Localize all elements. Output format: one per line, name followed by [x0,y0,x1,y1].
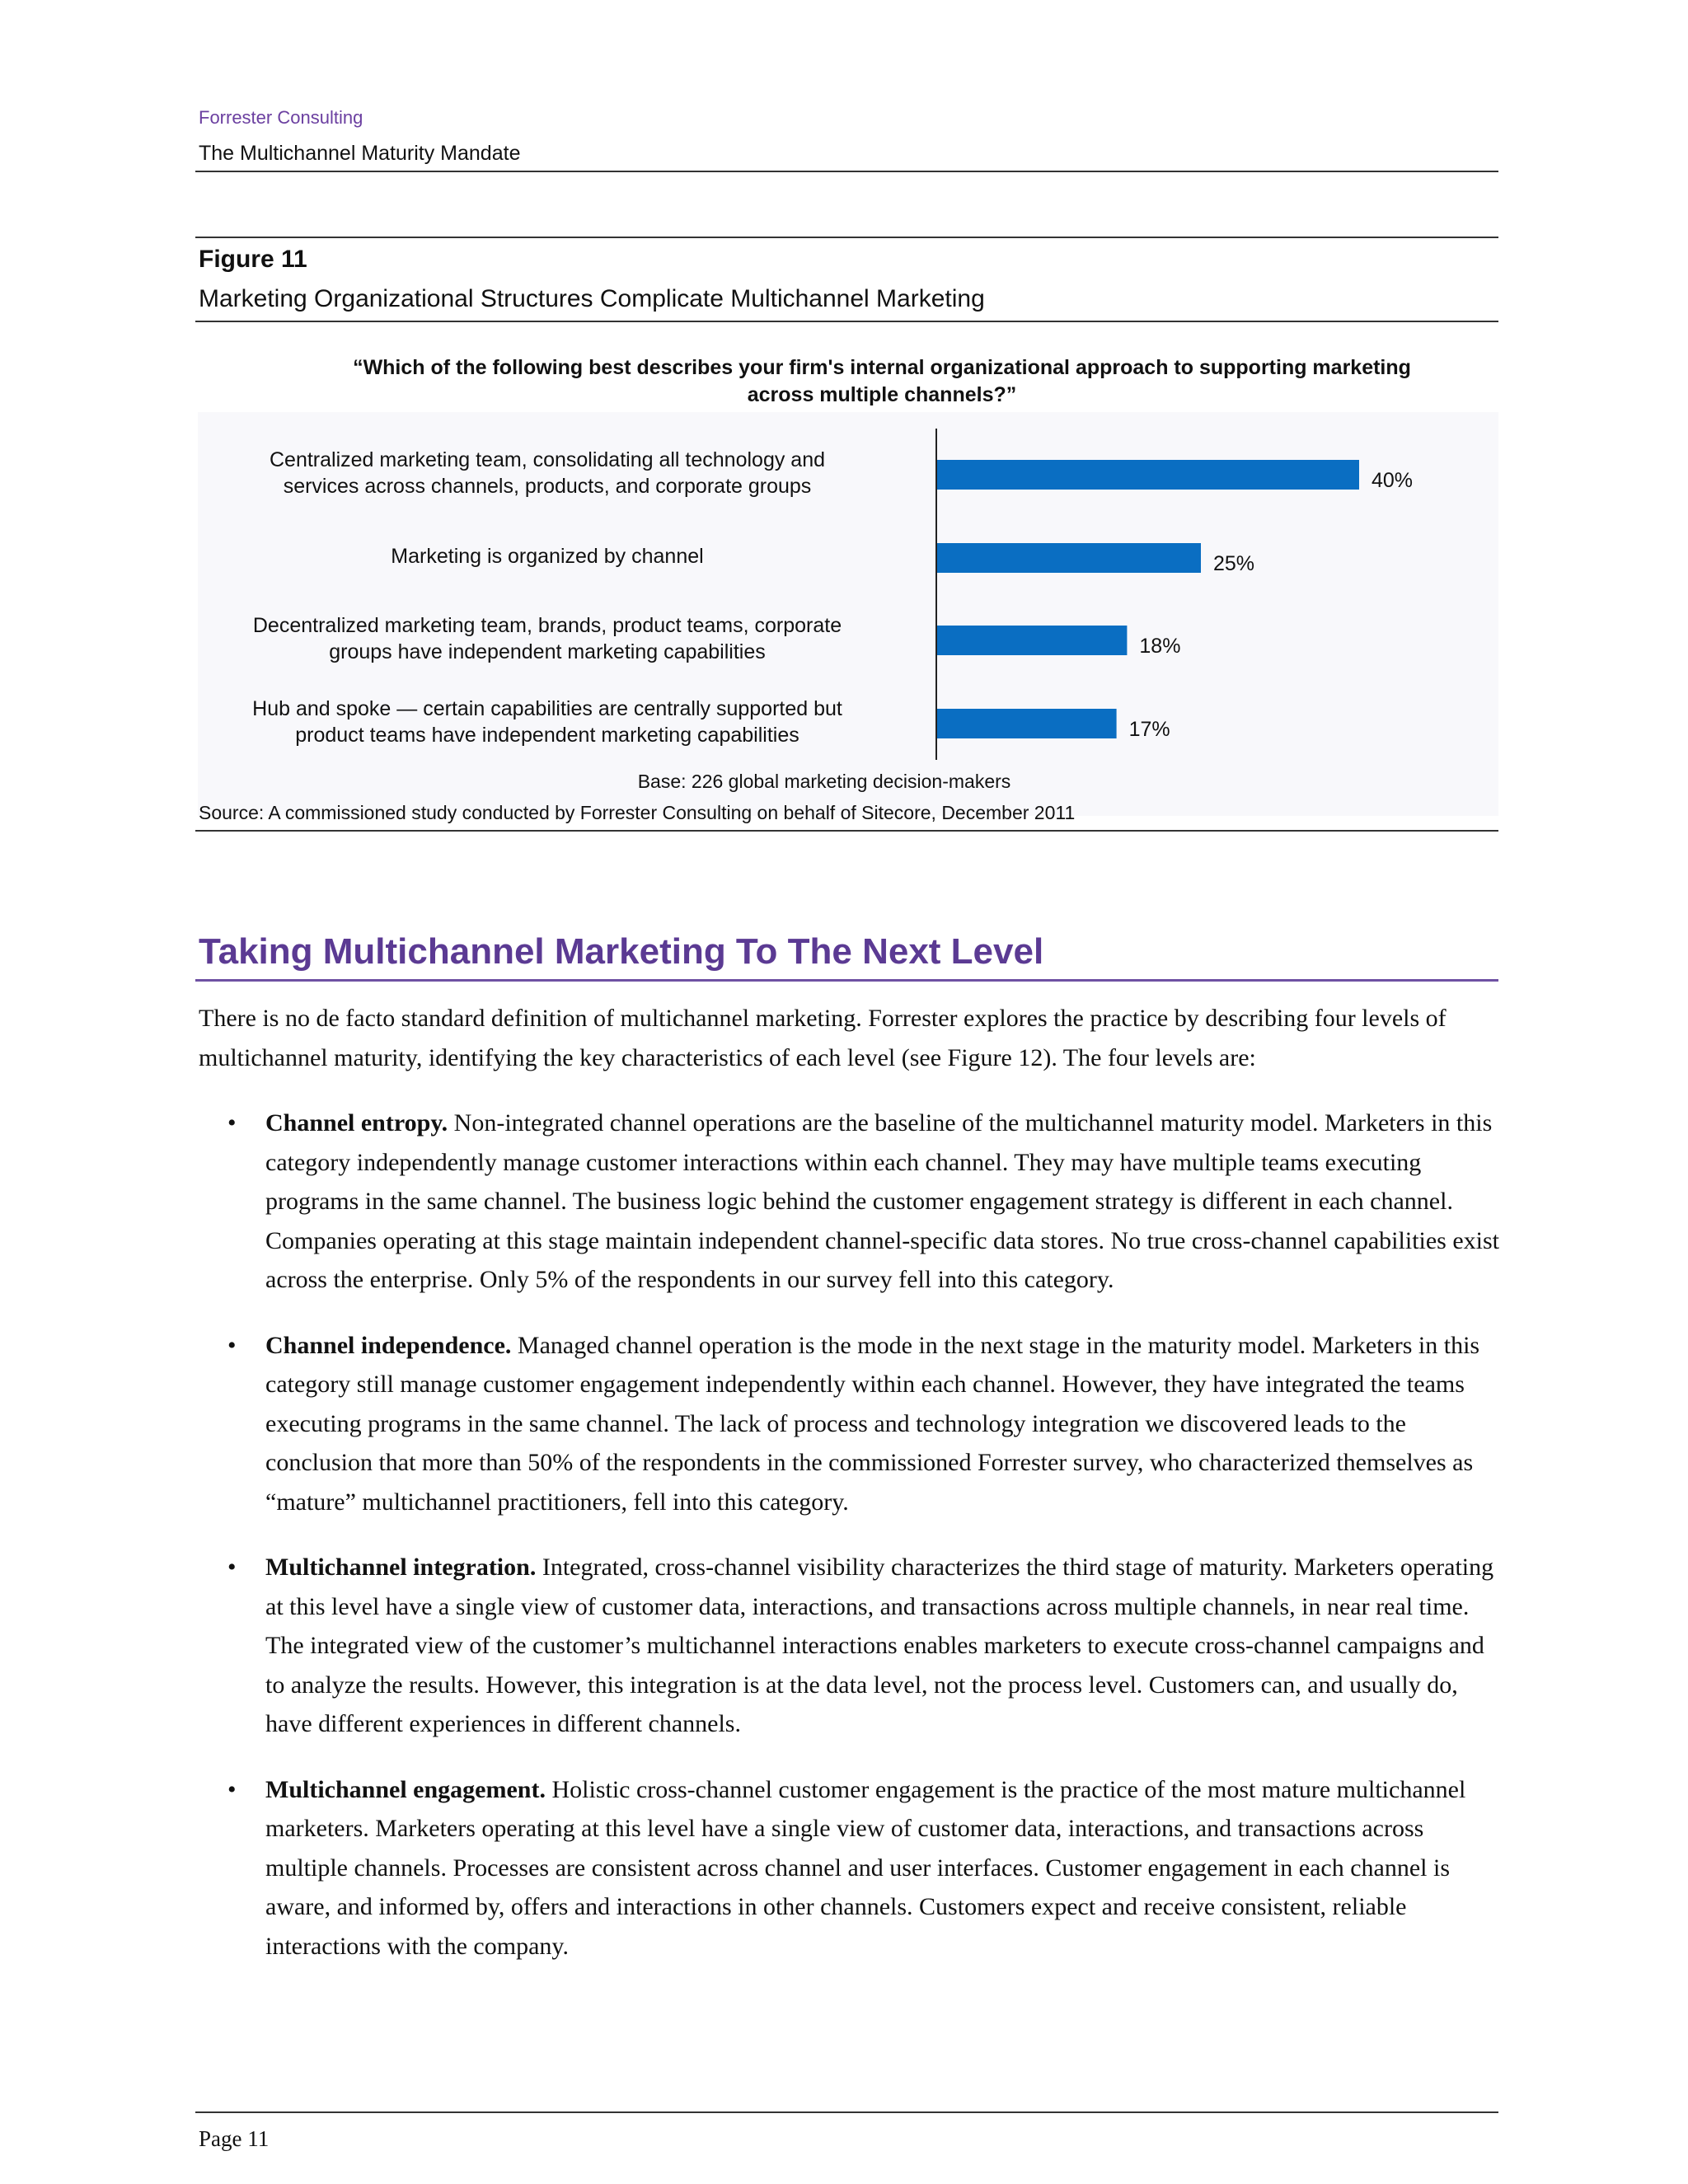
level-item [199,1770,1501,1966]
footer-divider [195,2111,1498,2113]
category-label-line: services across channels, products, and corporate groups [283,475,812,498]
body-content [199,999,1501,1966]
category-label-line: Centralized marketing team, consolidating all technology and [270,448,825,471]
document-title: The Multichannel Maturity Mandate [199,142,521,165]
bar-category-label [176,612,918,665]
page-number: Page 11 [199,2126,270,2151]
level-description: Managed channel operation is the mode in the next stage in the maturity model. Marketers in this category still manage customer engagement independently within each channel. However, they have integrated the teams executing programs in the same channel. The lack of process and technology integration we discovered leads to the conclusion that more than 50% of the respondents in the commissioned Forrester survey, who characterized themselves as “mature” multichannel practitioners, fell into this category. [265,1331,1480,1516]
chart-question: “Which of the following best describes your firm's internal organizational approach to supporting marketing across multiple channels?” [353,356,1411,406]
category-label-line: Decentralized marketing team, brands, product teams, corporate [252,614,842,637]
level-name: Channel independence. [265,1331,512,1359]
figure-label: Figure 11 [199,246,307,273]
bullet-icon: • [227,1554,237,1581]
level-name: Multichannel integration. [265,1554,537,1581]
bar-value-label: 17% [1128,718,1170,741]
bar-category-label [176,543,918,569]
bar-value-label: 18% [1139,635,1181,658]
section-title: Taking Multichannel Marketing To The Next Level [199,931,1044,972]
level-description: Holistic cross-channel customer engagement is the practice of the most mature multichannel marketers. Marketers operating at this level have a single view of customer data, interactions, and transactions across multiple channels. Processes are consistent across channel and user interfaces. Customer engagement in each channel is aware, and informed by, offers and interactions in other channels. Customers expect and receive consistent, reliable interactions with the company. [265,1775,1466,1960]
category-label-line: Marketing is organized by channel [391,545,704,568]
category-label-line: groups have independent marketing capabilities [329,640,766,663]
level-name: Channel entropy. [265,1109,448,1137]
maturity-levels-list [199,1104,1501,1966]
section-title-rule [195,979,1498,982]
level-item [199,1548,1501,1744]
base-note: Base: 226 global marketing decision-makers [637,771,1011,792]
intro-paragraph: There is no de facto standard definition of multichannel marketing. Forrester explores the practice by describing four levels of multichannel maturity, identifying the key characteristics of each level (see Figure 12). The four levels are: [199,1005,1447,1071]
figure-bottom-rule [195,830,1498,832]
bar-value-label: 40% [1372,469,1414,492]
level-item [199,1104,1501,1300]
level-description: Integrated, cross-channel visibility characterizes the third stage of maturity. Marketers operating at this level have a single view of customer data, interactions, and transactions across multiple channels, in near real time. The integrated view of the customer’s multichannel interactions enables marketers to execute cross-channel campaigns and to analyze the results. However, this integration is at the data level, not the process level. Customers can, and usually do, have different experiences in different channels. [265,1554,1494,1737]
bar-category-label [176,696,918,748]
level-name: Multichannel engagement. [265,1775,546,1803]
brand-name: Forrester Consulting [199,107,363,128]
bar-category-label [176,447,918,499]
bullet-icon: • [227,1775,237,1803]
category-label-line: Hub and spoke — certain capabilities are centrally supported but [252,697,842,720]
bullet-icon: • [227,1109,237,1137]
level-description: Non-integrated channel operations are the baseline of the multichannel maturity model. Marketers in this category independently manage customer interactions within each channel. They may have multiple teams executing programs in the same channel. The business logic behind the customer engagement strategy is different in each channel. Companies operating at this stage maintain independent channel-specific data stores. No true cross-channel capabilities exist across the enterprise. Only 5% of the respondents in our survey fell into this category. [265,1109,1500,1293]
figure-caption: Marketing Organizational Structures Complicate Multichannel Marketing [199,285,985,312]
level-item [199,1326,1501,1522]
source-note: Source: A commissioned study conducted by Forrester Consulting on behalf of Sitecore, December 2011 [199,802,1076,823]
bar-value-label: 25% [1213,552,1255,575]
bullet-icon: • [227,1331,237,1359]
category-label-line: product teams have independent marketing capabilities [295,724,799,747]
